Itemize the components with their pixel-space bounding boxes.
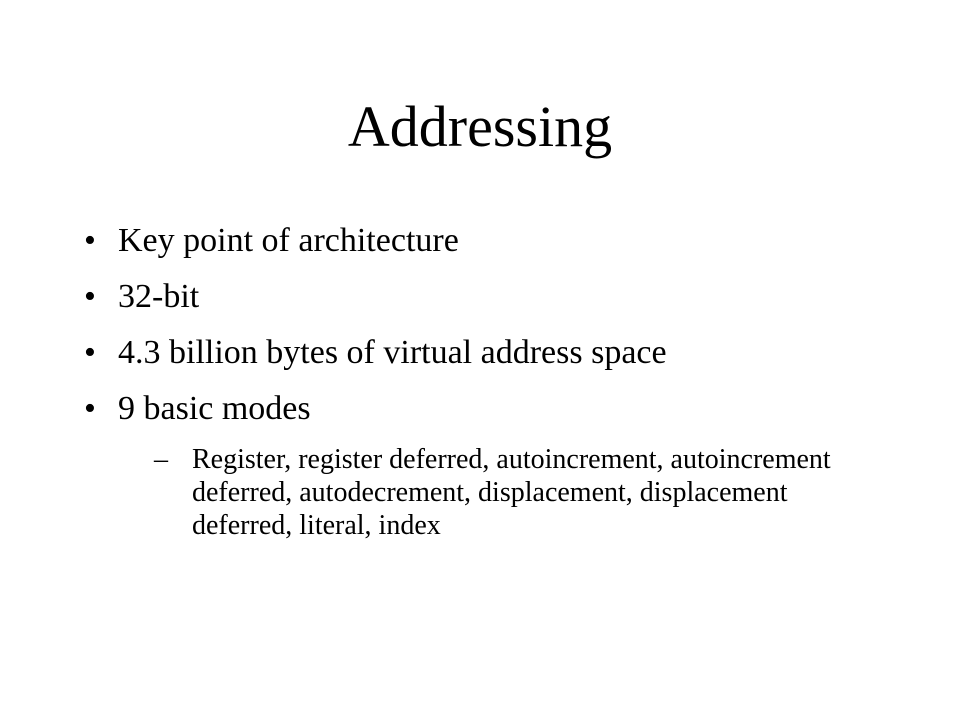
bullet-marker: • <box>84 222 96 259</box>
bullet-text: 4.3 billion bytes of virtual address space <box>118 334 667 371</box>
bullet-text: 32-bit <box>118 278 200 315</box>
subbullet-text: Register, register deferred, autoincrement, autoincrement deferred, autodecrement, displacement, displacement deferred, literal, index <box>192 444 831 541</box>
bullet-text: Key point of architecture <box>118 222 459 259</box>
bullet-list <box>84 213 884 542</box>
bullet-marker: • <box>84 334 96 371</box>
subbullet-marker: – <box>154 444 168 475</box>
bullet-item <box>84 213 884 269</box>
bullet-item <box>84 381 884 542</box>
bullet-marker: • <box>84 390 96 427</box>
bullet-item <box>84 325 884 381</box>
bullet-text: 9 basic modes <box>118 390 311 427</box>
subbullet-list <box>118 443 884 542</box>
subbullet-item <box>154 443 852 542</box>
slide-title: Addressing <box>347 94 613 159</box>
bullet-marker: • <box>84 278 96 315</box>
bullet-item <box>84 269 884 325</box>
